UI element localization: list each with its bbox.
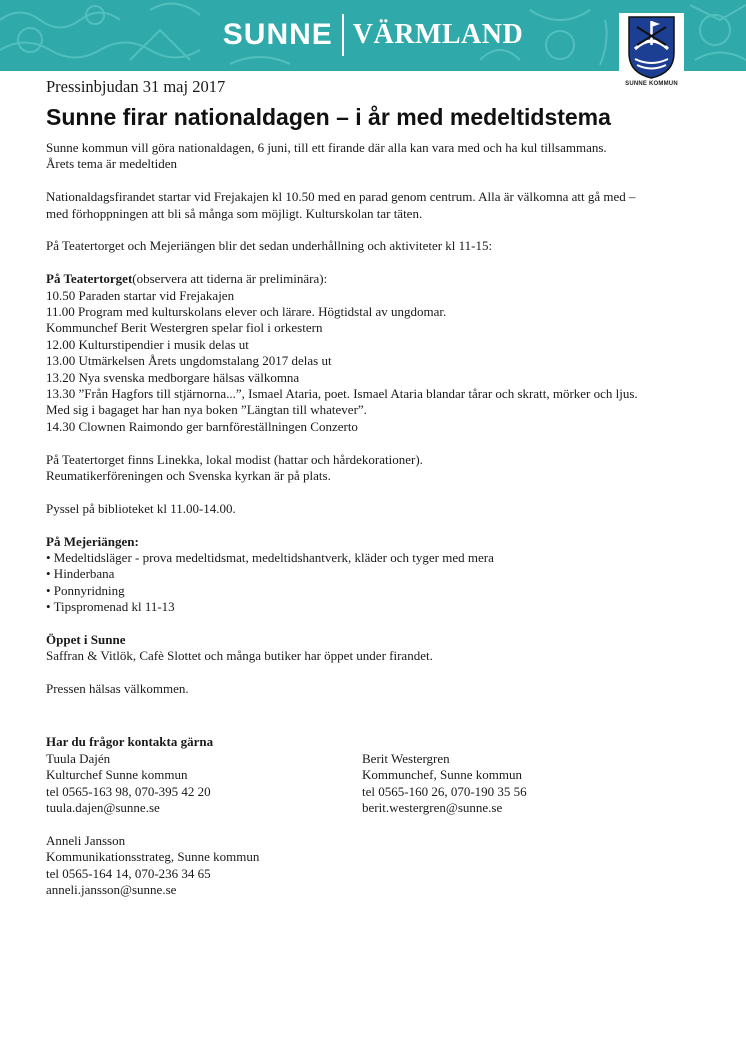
intro-line-2: Årets tema är medeltiden — [46, 156, 178, 172]
program-item: 12.00 Kulturstipendier i musik delas ut — [46, 336, 249, 352]
open-heading-text: Öppet i Sunne — [46, 632, 126, 648]
program-item: 13.00 Utmärkelsen Årets ungdomstalang 2017 delas ut — [46, 353, 332, 369]
open-text: Saffran & Vitlök, Cafè Slottet och många butiker har öppet under firandet. — [46, 648, 433, 664]
entertainment-line: På Teatertorget och Mejeriängen blir det sedan underhållning och aktiviteter kl 11-15: — [46, 238, 493, 254]
activity-item: • Hinderbana — [46, 566, 115, 582]
press-release-body — [46, 76, 696, 899]
contact-name: Tuula Dajén — [46, 750, 111, 766]
program-item: Med sig i bagaget har han nya boken ”Längtan till whatever”. — [46, 402, 367, 418]
contact-card — [362, 751, 678, 817]
contact-phone: tel 0565-163 98, 070-395 42 20 — [46, 783, 211, 799]
brand-varmland: VÄRMLAND — [352, 19, 524, 50]
activity-item: • Medeltidsläger - prova medeltidsmat, medeltidshantverk, kläder och tyger med mera — [46, 550, 494, 566]
also-line-2: Reumatikerföreningen och Svenska kyrkan är på plats. — [46, 468, 331, 484]
mejeriangen-heading-text: På Mejeriängen: — [46, 533, 139, 549]
intro-line-1: Sunne kommun vill göra nationaldagen, 6 juni, till ett firande där alla kan vara med och ha kul tillsammans. — [46, 140, 607, 155]
teatertorget-heading: På Teatertorget — [46, 271, 133, 287]
contact-name: Berit Westergren — [362, 750, 450, 766]
program-item: 13.20 Nya svenska medborgare hälsas välkomna — [46, 369, 300, 385]
contact-heading-text: Har du frågor kontakta gärna — [46, 734, 214, 750]
activity-item: • Tipspromenad kl 11-13 — [46, 599, 175, 615]
press-line: Pressen hälsas välkommen. — [46, 681, 189, 697]
program-item: 13.30 ”Från Hagfors till stjärnorna...”, Ismael Ataria, poet. Ismael Ataria blandar tårar och skratt, mörker och ljus. — [46, 386, 638, 402]
crest-shield-icon — [627, 15, 676, 79]
contact-email: berit.westergren@sunne.se — [362, 800, 503, 816]
contact-phone: tel 0565-164 14, 070-236 34 65 — [46, 865, 211, 881]
teatertorget-heading-line — [46, 271, 696, 287]
also-line-1: På Teatertorget finns Linekka, lokal modist (hattar och hårdekorationer). — [46, 451, 423, 467]
program-item: Kommunchef Berit Westergren spelar fiol i orkestern — [46, 320, 323, 336]
activity-item: • Ponnyridning — [46, 582, 125, 598]
contact-heading — [46, 734, 696, 750]
program-item: 11.00 Program med kulturskolans elever och lärare. Högtidstal av ungdomar. — [46, 304, 447, 320]
page-title: Sunne firar nationaldagen – i år med medeltidstema — [46, 104, 611, 130]
program-item: 14.30 Clownen Raimondo ger barnföreställningen Conzerto — [46, 418, 358, 434]
parade-line-1: Nationaldagsfirandet startar vid Frejakajen kl 10.50 med en parad genom centrum. Alla är välkomna att gå med – — [46, 189, 636, 205]
crest-caption: SUNNE KOMMUN — [625, 81, 678, 87]
contact-card — [46, 751, 362, 817]
library-line: Pyssel på biblioteket kl 11.00-14.00. — [46, 500, 236, 516]
date-line: Pressinbjudan 31 maj 2017 — [46, 77, 226, 96]
teatertorget-note: (observera att tiderna är preliminära): — [132, 271, 328, 287]
contact-phone: tel 0565-160 26, 070-190 35 56 — [362, 783, 527, 799]
brand-divider — [342, 14, 344, 56]
contact-role: Kommunchef, Sunne kommun — [362, 767, 522, 783]
contact-role: Kulturchef Sunne kommun — [46, 767, 188, 783]
program-item: 10.50 Paraden startar vid Frejakajen — [46, 287, 235, 303]
contact-email: anneli.jansson@sunne.se — [46, 882, 177, 898]
mejeriangen-heading — [46, 534, 696, 550]
contacts-row — [46, 751, 696, 817]
contact-email: tuula.dajen@sunne.se — [46, 800, 160, 816]
brand-sunne: SUNNE — [222, 18, 333, 51]
contact-role: Kommunikationsstrateg, Sunne kommun — [46, 849, 260, 865]
open-heading — [46, 632, 696, 648]
contact-name: Anneli Jansson — [46, 832, 126, 848]
parade-line-2: med förhoppningen att bli så många som möjligt. Kulturskolan tar täten. — [46, 205, 423, 221]
contact-card — [46, 833, 362, 899]
